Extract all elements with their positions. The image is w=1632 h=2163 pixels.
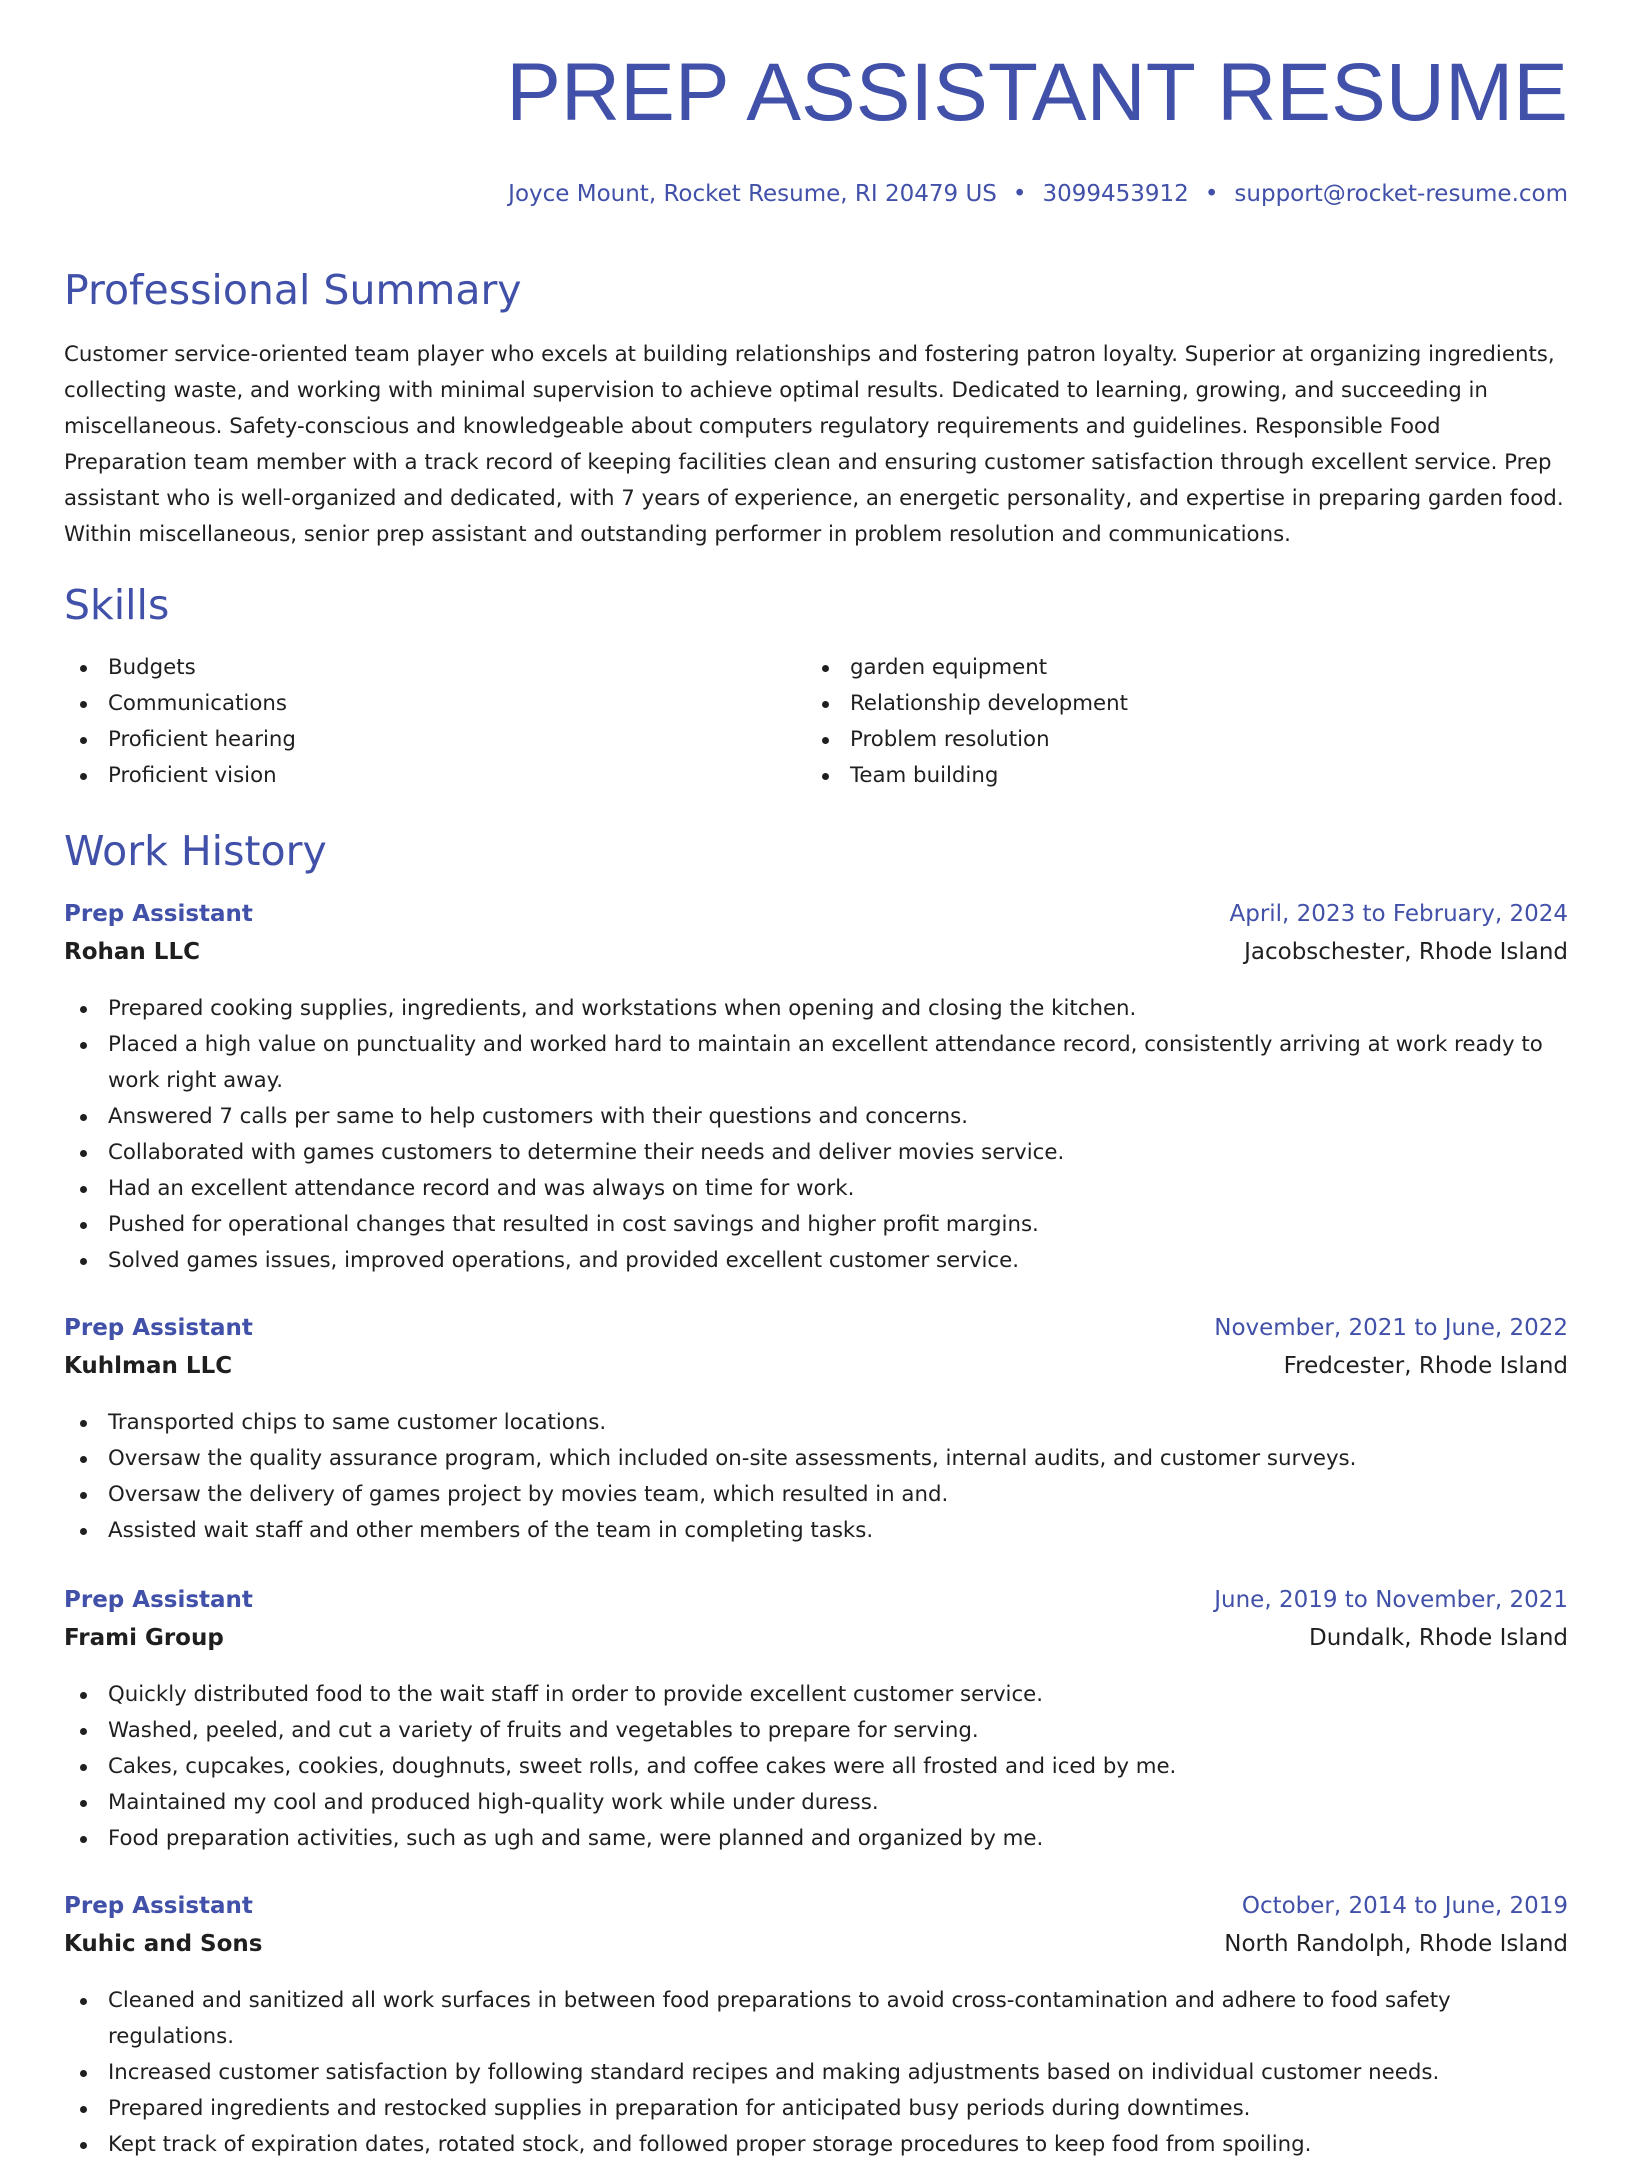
summary-text: Customer service-oriented team player who excels at building relationships and fostering patron loyalty. Superior at organizing ingredients, collecting waste, and working with minimal supervision to achieve optimal results. Dedicated to learning, growing, and succeeding in miscellaneous. Safety-conscious and knowledgeable about computers regulatory requirements and guidelines. Responsible Food Preparation team member with a track record of keeping facilities clean and ensuring customer satisfaction through excellent service. Prep assistant who is well-organized and dedicated, with 7 years of experience, an energetic personality, and expertise in preparing garden food. Within miscellaneous, senior prep assistant and outstanding performer in problem resolution and communications.: [64, 342, 1564, 547]
job-bullet: Prepared cooking supplies, ingredients, and workstations when opening and closing the kitchen.: [64, 991, 1568, 1027]
job-header: [64, 1893, 1568, 1931]
job-bullet: Prepared ingredients and restocked supplies in preparation for anticipated busy periods during downtimes.: [64, 2091, 1568, 2127]
job-bullets: [64, 1677, 1568, 1857]
job-location: Fredcester, Rhode Island: [1283, 1353, 1568, 1379]
company-name: Kuhlman LLC: [64, 1353, 233, 1379]
job-bullet: Answered 7 calls per same to help customers with their questions and concerns.: [64, 1099, 1568, 1135]
job-subheader: [64, 1625, 1568, 1663]
job-bullet: Washed, peeled, and cut a variety of fruits and vegetables to prepare for serving.: [64, 1713, 1568, 1749]
job-bullets: [64, 1405, 1568, 1549]
skills-list-left: [64, 650, 804, 794]
skill-item: Relationship development: [806, 686, 1546, 722]
skill-item: Proficient hearing: [64, 722, 804, 758]
job-bullet: Assisted wait staff and other members of the team in completing tasks.: [64, 1513, 1568, 1549]
company-name: Kuhic and Sons: [64, 1931, 263, 1957]
job-title: Prep Assistant: [64, 901, 253, 927]
job-bullet: Cakes, cupcakes, cookies, doughnuts, sweet rolls, and coffee cakes were all frosted and iced by me.: [64, 1749, 1568, 1785]
contact-address: Joyce Mount, Rocket Resume, RI 20479 US: [508, 181, 997, 207]
contact-separator: •: [1204, 181, 1219, 207]
job-bullet: Increased customer satisfaction by following standard recipes and making adjustments based on individual customer needs.: [64, 2055, 1568, 2091]
job-entry: [64, 1587, 1568, 1857]
job-bullet: Placed a high value on punctuality and worked hard to maintain an excellent attendance record, consistently arriving at work ready to work right away.: [64, 1027, 1568, 1099]
job-bullet: Kept track of expiration dates, rotated stock, and followed proper storage procedures to keep food from spoiling.: [64, 2127, 1568, 2163]
job-dates: November, 2021 to June, 2022: [1214, 1315, 1568, 1341]
skill-item: Budgets: [64, 650, 804, 686]
job-bullets: [64, 991, 1568, 1279]
job-subheader: [64, 1353, 1568, 1391]
contact-line: [508, 183, 1568, 206]
contact-email: support@rocket-resume.com: [1234, 181, 1568, 207]
job-entry: [64, 901, 1568, 1279]
job-bullet: Transported chips to same customer locations.: [64, 1405, 1568, 1441]
job-entry: [64, 1893, 1568, 2163]
job-subheader: [64, 939, 1568, 977]
job-header: [64, 1587, 1568, 1625]
job-header: [64, 901, 1568, 939]
job-dates: April, 2023 to February, 2024: [1229, 901, 1568, 927]
job-header: [64, 1315, 1568, 1353]
company-name: Rohan LLC: [64, 939, 200, 965]
job-dates: October, 2014 to June, 2019: [1241, 1893, 1568, 1919]
skill-item: Communications: [64, 686, 804, 722]
job-title: Prep Assistant: [64, 1587, 253, 1613]
job-location: Dundalk, Rhode Island: [1308, 1625, 1568, 1651]
job-title: Prep Assistant: [64, 1893, 253, 1919]
skills-heading: Skills: [64, 581, 170, 629]
skills-list-right: [806, 650, 1546, 794]
resume-title: PREP ASSISTANT RESUME: [506, 47, 1568, 138]
job-subheader: [64, 1931, 1568, 1969]
skill-item: Team building: [806, 758, 1546, 794]
job-title: Prep Assistant: [64, 1315, 253, 1341]
company-name: Frami Group: [64, 1625, 224, 1651]
job-bullet: Collaborated with games customers to determine their needs and deliver movies service.: [64, 1135, 1568, 1171]
job-bullet: Maintained my cool and produced high-quality work while under duress.: [64, 1785, 1568, 1821]
job-bullet: Cleaned and sanitized all work surfaces in between food preparations to avoid cross-contamination and adhere to food safety regulations.: [64, 1983, 1568, 2055]
job-bullet: Quickly distributed food to the wait staff in order to provide excellent customer service.: [64, 1677, 1568, 1713]
job-bullet: Solved games issues, improved operations, and provided excellent customer service.: [64, 1243, 1568, 1279]
summary-heading: Professional Summary: [64, 266, 522, 314]
job-bullet: Pushed for operational changes that resulted in cost savings and higher profit margins.: [64, 1207, 1568, 1243]
contact-separator: •: [1012, 181, 1027, 207]
skill-item: Problem resolution: [806, 722, 1546, 758]
skill-item: garden equipment: [806, 650, 1546, 686]
job-bullet: Oversaw the quality assurance program, which included on-site assessments, internal audits, and customer surveys.: [64, 1441, 1568, 1477]
job-entry: [64, 1315, 1568, 1549]
job-bullet: Oversaw the delivery of games project by movies team, which resulted in and.: [64, 1477, 1568, 1513]
job-bullet: Had an excellent attendance record and was always on time for work.: [64, 1171, 1568, 1207]
job-location: Jacobschester, Rhode Island: [1244, 939, 1568, 965]
job-location: North Randolph, Rhode Island: [1224, 1931, 1568, 1957]
job-dates: June, 2019 to November, 2021: [1214, 1587, 1568, 1613]
work-history-heading: Work History: [64, 827, 327, 875]
contact-phone: 3099453912: [1042, 181, 1189, 207]
skill-item: Proficient vision: [64, 758, 804, 794]
job-bullet: Food preparation activities, such as ugh and same, were planned and organized by me.: [64, 1821, 1568, 1857]
job-bullets: [64, 1983, 1568, 2163]
